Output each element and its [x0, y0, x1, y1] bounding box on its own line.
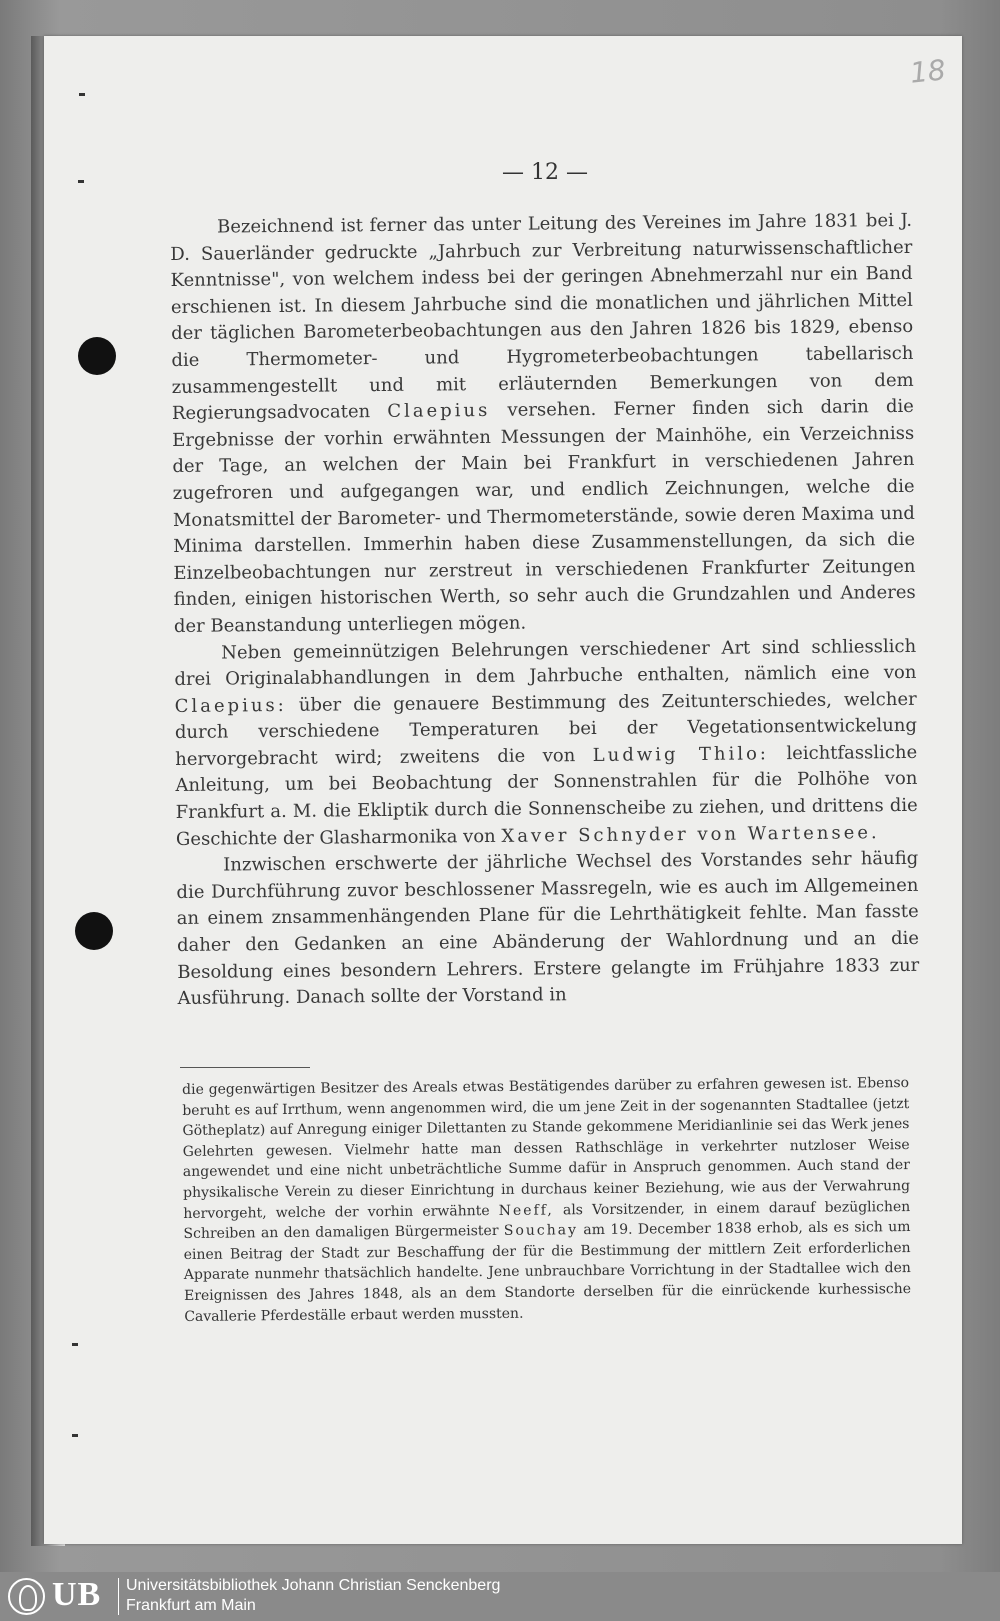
library-footer	[0, 1572, 1000, 1621]
punch-hole	[78, 337, 116, 375]
person-name: Neeff,	[498, 1201, 554, 1219]
paragraph: Bezeichnend ist ferner das unter Leitung des Vereines im Jahre 1831 bei J. D. Sauerländer gedruckte „Jahrbuch zur Verbreitung naturwissenschaftlicher Kenntnisse", von welchem indess bei der geringen Abnehmerzahl nur ein Band erschienen ist. In diesem Jahrbuche sind die monatlichen und jährlichen Mittel der täglichen Barometerbeobachtungen aus den Jahren 1826 bis 1829, ebenso die Thermometer- und Hygrometerbeobachtungen tabellarisch zusammengestellt und mit erläuternden Bemerkungen von dem Regierungsadvocaten Claepius versehen. Ferner finden sich darin die Ergebnisse der vorhin erwähnten Messungen der Mainhöhe, ein Verzeichniss der Tage, an welchen der Main bei Frankfurt in verschiedenen Jahren zugefroren und aufgegangen war, und endlich Zeichnungen, welche die Monatsmittel der Barometer- und Thermometerstände, sowie deren Maxima und Minima darstellen. Immerhin haben diese Zusammenstellungen, da sich die Einzelbeobachtungen nur zerstreut in verschiedenen Frankfurter Zeitungen finden, einigen historischen Werth, so sehr auch die Grundzahlen und Anderes der Beanstandung unterliegen mögen.	[170, 209, 916, 637]
margin-mark	[78, 180, 84, 183]
margin-mark	[72, 1434, 78, 1437]
footnote-rule	[180, 1067, 310, 1068]
person-name: Ludwig Thilo:	[592, 743, 770, 766]
person-name: Souchay	[503, 1222, 579, 1240]
person-name: Claepius:	[174, 694, 287, 717]
library-logo	[8, 1578, 120, 1615]
page-number: — 12 —	[502, 160, 588, 185]
punch-hole	[75, 912, 113, 950]
library-name: Universitätsbibliothek Johann Christian Senckenberg	[126, 1577, 501, 1594]
person-name: Xaver Schnyder von Wartensee.	[501, 821, 880, 847]
person-name: Claepius	[387, 400, 491, 423]
logo-text: UB	[52, 1576, 102, 1613]
footnote-paragraph: die gegenwärtigen Besitzer des Areals etwas Bestätigendes darüber zu erfahren gewesen ist. Ebenso beruht es auf Irrthum, wenn angenommen wird, die um jene Zeit in der sogenannten Stadtallee (jetzt Götheplatz) auf Anregung einiger Dilettanten zu Stande gekommene Meridianlinie sei das Werk jenes Gelehrten gewesen. Vielmehr hatte man dessen Rathschläge in verkehrter nutzloser Weise angewendet und eine nicht unbeträchtliche Summe dafür in Anspruch genommen. Auch stand der physikalische Verein zu dieser Einrichtung in durchaus keiner Beziehung, wie aus der Verwahrung hervorgeht, welche der vorhin erwähnte Neeff, als Vorsitzender, in einem darauf bezüglichen Schreiben an den damaligen Bürgermeister Souchay am 19. December 1838 erhob, als es sich um einen Beitrag der Stadt zur Beschaffung der für die Bestimmung der mittlern Zeit erforderlichen Apparate nunmehr thatsächlich handelte. Jene unbrauchbare Vorrichtung in der Stadtallee wich den Ereignissen des Jahres 1848, als an dem Standorte derselben für die einrückende kurhessische Cavallerie Pferdeställe erbaut werden mussten.	[182, 1075, 912, 1325]
footnote	[182, 1073, 911, 1327]
margin-mark	[72, 1343, 78, 1346]
portrait-seal-icon	[8, 1578, 45, 1615]
paragraph: Neben gemeinnützigen Belehrungen verschiedener Art sind schliesslich drei Originalabhandlungen in dem Jahrbuche enthalten, nämlich eine von Claepius: über die genauere Bestimmung des Zeitunterschiedes, welcher durch verschiedene Temperaturen bei der Vegetationsentwickelung hervorgebracht wird; zweitens die von Ludwig Thilo: leichtfassliche Anleitung, um bei Beobachtung der Sonnenstrahlen für die Polhöhe von Frankfurt a. M. die Ekliptik durch die Sonnenscheibe zu ziehen, und drittens die Geschichte der Glasharmonika von Xaver Schnyder von Wartensee.	[174, 635, 918, 850]
library-location: Frankfurt am Main	[126, 1597, 256, 1614]
body-text	[170, 208, 920, 1013]
margin-mark	[79, 93, 85, 96]
paragraph: Inzwischen erschwerte der jährliche Wechsel des Vorstandes sehr häufig die Durchführung zuvor beschlossener Massregeln, wie es auch im Allgemeinen an einem znsammenhängenden Plane für die Lehrthätigkeit fehlte. Man fasste daher den Gedanken an eine Abänderung der Wahlordnung und an die Besoldung eines besondern Lehrers. Erstere gelangte im Frühjahre 1833 zur Ausführung. Danach sollte der Vorstand in	[176, 848, 920, 1010]
folio-mark: 18	[908, 53, 948, 90]
footer-divider	[118, 1578, 119, 1615]
